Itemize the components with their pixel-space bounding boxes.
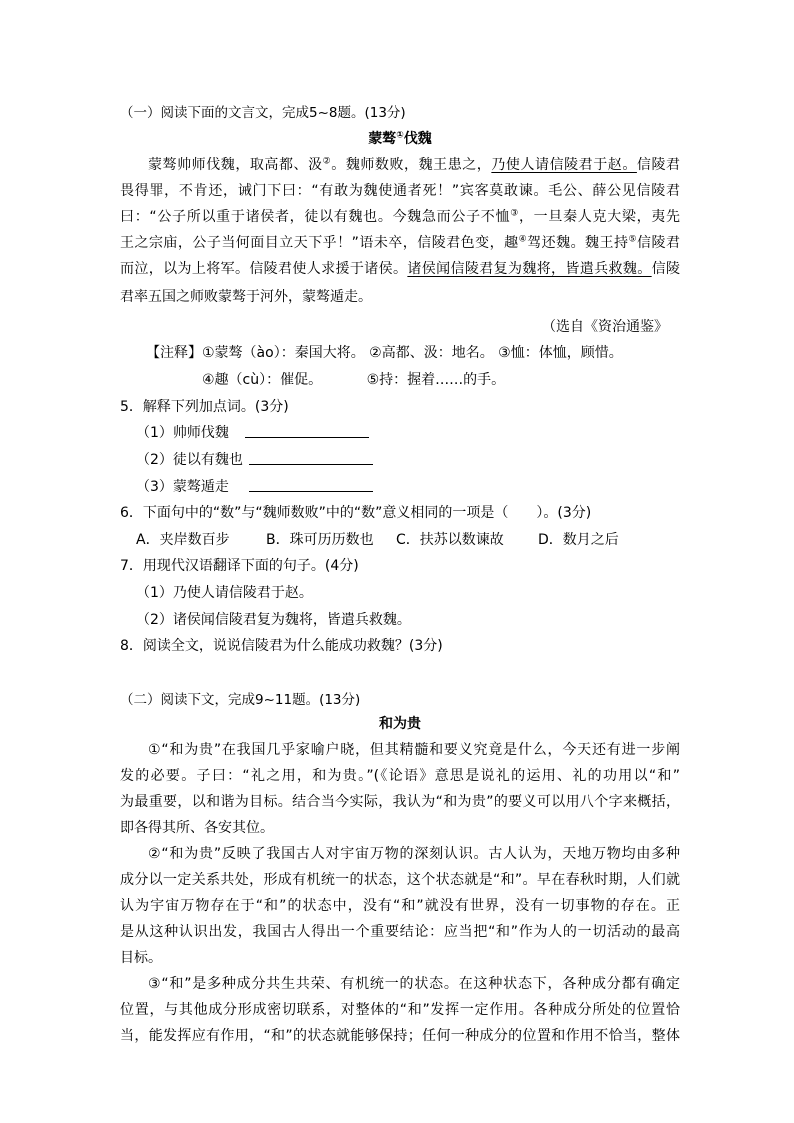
option-a[interactable]: A．夹岸数百步 (136, 532, 230, 548)
question-6-stem: 6．下面句中的“数”与“魏师数败”中的“数”意义相同的一项是（ ）。(3分) (120, 505, 592, 521)
question-5-stem: 5．解释下列加点词。(3分) (120, 399, 289, 415)
passage-one-source: （选自《资治通鉴》 (542, 319, 668, 335)
underlined-sentence-1: 乃使人请信陵君于赵。 (491, 157, 637, 173)
answer-blank[interactable] (249, 450, 373, 465)
option-b[interactable]: B．珠可历历数也 (266, 532, 374, 548)
section-one-heading: （一）阅读下面的文言文，完成5~8题。(13分) (120, 105, 406, 121)
passage-one-line-2: 畏得罪，不肯还，诫门下曰：“有敢为魏使通者死！”宾客莫敢谏。毛公、薛公见信陵君 (120, 183, 680, 199)
answer-blank[interactable] (249, 477, 373, 492)
passage-two-line: ①“和为贵”在我国几乎家喻户晓，但其精髓和要义究竟是什么，今天还有进一步阐 (148, 742, 680, 758)
passage-two-line: 为最重要，以和谐为目标。结合当今实际，我认为“和为贵”的要义可以用八个字来概括， (120, 794, 680, 810)
passage-one-line-1: 蒙骜帅师伐魏，取高都、汲②。魏师数败，魏王患之，乃使人请信陵君于赵。信陵君 (148, 156, 681, 173)
passage-two-line: ③“和”是多种成分共生共荣、有机统一的状态。在这种状态下，各种成分都有确定 (148, 976, 680, 992)
underlined-sentence-2: 诸侯闻信陵君复为魏将，皆遣兵救魏。 (407, 261, 652, 277)
answer-blank[interactable] (245, 423, 369, 438)
passage-one-line-3: 曰：“公子所以重于诸侯者，徒以有魏也。今魏急而公子不恤③，一旦秦人克大梁，夷先 (120, 208, 680, 225)
question-7-item-1: （1）乃使人请信陵君于赵。 (136, 585, 313, 601)
question-8-stem: 8．阅读全文，说说信陵君为什么能成功救魏？(3分) (120, 638, 443, 654)
question-7-item-2: （2）诸侯闻信陵君复为魏将，皆遣兵救魏。 (136, 612, 411, 628)
passage-one-line-4: 王之宗庙，公子当何面目立天下乎！”语未卒，信陵君色变，趣④驾还魏。魏王持⑤信陵君 (120, 234, 680, 251)
passage-one-line-5: 而泣，以为上将军。信陵君使人求援于诸侯。诸侯闻信陵君复为魏将，皆遣兵救魏。信陵 (120, 261, 681, 277)
question-6-options (136, 527, 696, 553)
passage-two-line: 发的必要。子曰：“礼之用，和为贵。”(《论语》意思是说礼的运用、礼的功用以“和” (120, 768, 680, 784)
passage-one-title: 蒙骜①伐魏 (368, 130, 432, 147)
question-5-item-2: （2）徒以有魏也 (136, 447, 696, 473)
passage-two-line: 是从这种认识出发，我国古人得出一个重要结论：应当把“和”作为人的一切活动的最高 (120, 924, 680, 940)
passage-one-line-6: 君率五国之师败蒙骜于河外，蒙骜遁走。 (120, 289, 372, 305)
question-5-item-1: （1）帅师伐魏 (136, 420, 696, 446)
passage-two-line: 当，能发挥应有作用，“和”的状态就能够保持；任何一种成分的位置和作用不恰当，整体 (120, 1028, 680, 1044)
section-two-heading: （二）阅读下文，完成9~11题。(13分) (120, 692, 361, 708)
passage-two-line: 目标。 (120, 950, 162, 966)
question-5-item-3: （3）蒙骜遁走 (136, 474, 696, 500)
passage-two-line: 认为宇宙万物存在于“和”的状态中，没有“和”就没有世界，没有一切事物的存在。正 (120, 898, 680, 914)
annotation-line-1: 【注释】①蒙骜（ào）：秦国大将。 ②高都、汲：地名。 ③恤：体恤，顾惜。 (146, 345, 623, 361)
option-c[interactable]: C．扶苏以数谏故 (396, 532, 504, 548)
option-d[interactable]: D．数月之后 (538, 532, 619, 548)
question-7-stem: 7．用现代汉语翻译下面的句子。(4分) (120, 558, 359, 574)
passage-two-line: 位置，与其他成分形成密切联系，对整体的“和”发挥一定作用。各种成分所处的位置恰 (120, 1002, 680, 1018)
annotation-line-2: ④趣（cù）：催促。 ⑤持：握着……的手。 (202, 372, 506, 388)
passage-two-line: 成分以一定关系共处，形成有机统一的状态，这个状态就是“和”。早在春秋时期，人们就 (120, 872, 680, 888)
passage-two-line: ②“和为贵”反映了我国古人对宇宙万物的深刻认识。古人认为，天地万物均由多种 (148, 846, 680, 862)
passage-two-line: 即各得其所、各安其位。 (120, 820, 274, 836)
passage-two-title: 和为贵 (379, 716, 421, 732)
